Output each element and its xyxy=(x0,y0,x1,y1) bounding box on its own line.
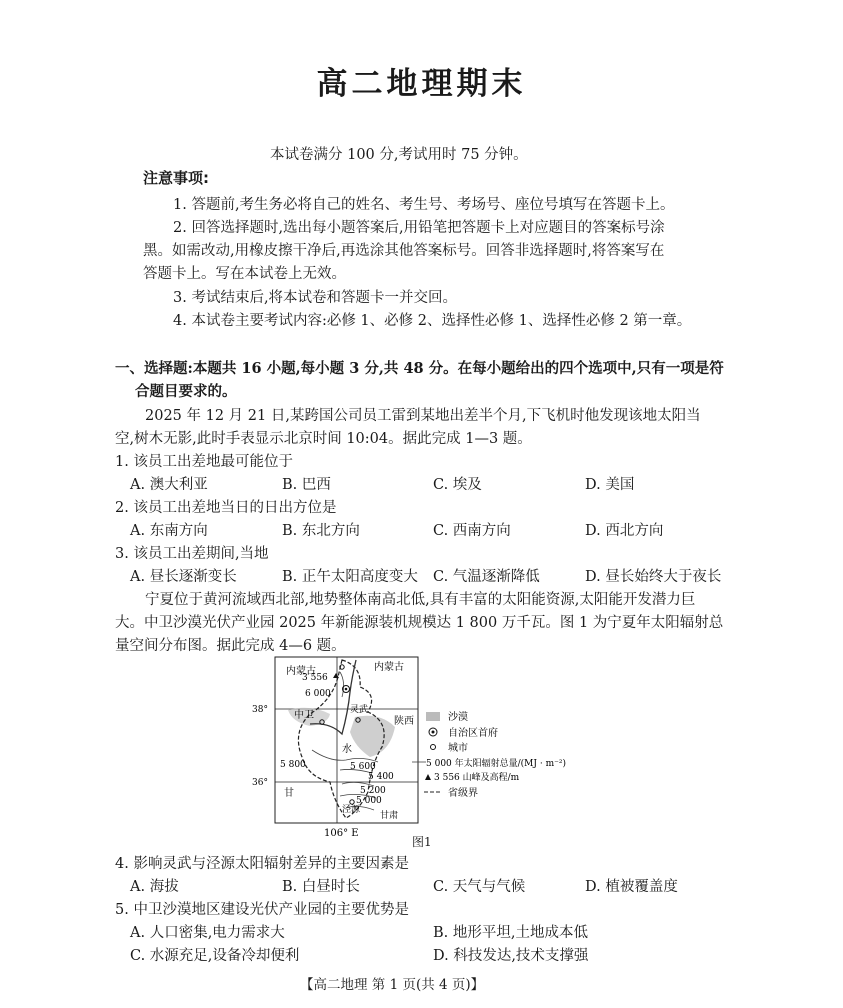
passage-line: 量空间分布图。据此完成 4—6 题。 xyxy=(115,638,346,654)
option-d: D. 西北方向 xyxy=(585,523,664,539)
legend-isoline: 5 000 年太阳辐射总量/(MJ · m⁻²) xyxy=(426,759,566,769)
isoline-6000 xyxy=(340,672,344,697)
label-zhongwei: 中卫 xyxy=(294,710,314,721)
page-title: 高二地理期末 xyxy=(316,66,527,102)
passage-line: 大。中卫沙漠光伏产业园 2025 年新能源装机规模达 1 800 万千瓦。图 1 为宁夏年太阳辐射总 xyxy=(115,615,724,631)
label-iso-5600: 5 600 xyxy=(350,762,376,772)
note-line: 3. 考试结束后,将本试卷和答题卡一并交回。 xyxy=(173,290,458,306)
option-a: A. 海拔 xyxy=(130,879,179,895)
label-gansu-e: 甘肃 xyxy=(380,811,399,821)
option-d: D. 植被覆盖度 xyxy=(585,879,678,895)
option-d: D. 昼长始终大于夜长 xyxy=(585,569,722,585)
section-heading: 一、选择题:本题共 16 小题,每小题 3 分,共 48 分。在每小题给出的四个选项中,只有一项是符 xyxy=(115,360,724,377)
label-lon-106: 106° E xyxy=(324,828,359,839)
label-jingyuan: 泾源 xyxy=(342,805,361,815)
option-b: B. 东北方向 xyxy=(282,523,360,539)
legend-peak-symbol xyxy=(425,774,431,780)
passage-line: 宁夏位于黄河流域西北部,地势整体南高北低,具有丰富的太阳能资源,太阳能开发潜力巨 xyxy=(145,592,696,608)
option-a: A. 昼长逐渐变长 xyxy=(130,569,237,585)
question-stem: 2. 该员工出差地当日的日出方位是 xyxy=(115,500,337,516)
option-a: A. 东南方向 xyxy=(130,523,208,539)
legend-desert: 沙漠 xyxy=(448,712,468,723)
label-iso-5800: 5 800 xyxy=(280,760,306,770)
option-c: C. 埃及 xyxy=(433,477,482,493)
page-footer: 【高二地理 第 1 页(共 4 页)】 xyxy=(300,977,485,993)
solar-radiation-map xyxy=(250,652,580,847)
option-c: C. 水源充足,设备冷却便利 xyxy=(130,948,300,964)
label-iso-5000: 5 000 xyxy=(356,796,382,806)
legend-desert-swatch xyxy=(426,712,440,721)
legend-city-symbol xyxy=(431,745,436,750)
label-peak: 3 556 xyxy=(302,673,328,683)
city-symbol xyxy=(350,800,354,804)
passage-line: 空,树木无影,此时手表显示北京时间 10:04。据此完成 1—3 题。 xyxy=(115,431,532,447)
option-b: B. 地形平坦,土地成本低 xyxy=(433,925,588,941)
question-stem: 3. 该员工出差期间,当地 xyxy=(115,546,269,562)
question-stem: 4. 影响灵武与泾源太阳辐射差异的主要因素是 xyxy=(115,856,409,872)
section-heading-cont: 合题目要求的。 xyxy=(135,383,237,400)
option-c: C. 气温逐渐降低 xyxy=(433,569,540,585)
question-stem: 1. 该员工出差地最可能位于 xyxy=(115,454,293,470)
option-a: A. 澳大利亚 xyxy=(130,477,208,493)
label-iso-6000: 6 000 xyxy=(305,689,331,699)
note-line: 1. 答题前,考生务必将自己的姓名、考生号、考场号、座位号填写在答题卡上。 xyxy=(173,197,675,213)
label-lingwu: 灵武 xyxy=(350,705,369,715)
option-c: C. 天气与气候 xyxy=(433,879,526,895)
label-gansu-w: 甘 xyxy=(284,788,294,799)
question-stem: 5. 中卫沙漠地区建设光伏产业园的主要优势是 xyxy=(115,902,409,918)
label-iso-5200: 5 200 xyxy=(360,786,386,796)
legend-boundary: 省级界 xyxy=(448,788,478,799)
label-inner-mongolia-e: 内蒙古 xyxy=(374,662,404,673)
option-d: D. 科技发达,技术支撑强 xyxy=(433,948,589,964)
label-inner-mongolia-w: 内蒙古 xyxy=(286,666,316,677)
label-lat-38: 38° xyxy=(252,705,268,715)
option-b: B. 正午太阳高度变大 xyxy=(282,569,418,585)
map-frame xyxy=(275,657,418,823)
note-line: 答题卡上。写在本试卷上无效。 xyxy=(143,266,346,282)
label-lat-36: 36° xyxy=(252,778,268,788)
option-b: B. 白昼时长 xyxy=(282,879,360,895)
label-iso-5400: 5 400 xyxy=(368,772,394,782)
option-c: C. 西南方向 xyxy=(433,523,511,539)
label-river: 水 xyxy=(342,744,352,755)
figure-caption: 图1 xyxy=(412,835,432,849)
peak-symbol xyxy=(333,673,339,678)
option-b: B. 巴西 xyxy=(282,477,331,493)
option-d: D. 美国 xyxy=(585,477,635,493)
exam-info: 本试卷满分 100 分,考试用时 75 分钟。 xyxy=(270,147,528,163)
label-shaanxi: 陕西 xyxy=(394,716,414,727)
legend-city: 城市 xyxy=(448,743,468,754)
legend-peak: 3 556 山峰及高程/m xyxy=(434,773,520,783)
capital-symbol-dot xyxy=(345,688,348,691)
notes-heading: 注意事项: xyxy=(143,169,209,187)
note-line: 黑。如需改动,用橡皮擦干净后,再选涂其他答案标号。回答非选择题时,将答案写在 xyxy=(143,243,665,259)
passage-line: 2025 年 12 月 21 日,某跨国公司员工雷到某地出差半个月,下飞机时他发现该地太阳当 xyxy=(145,408,701,424)
option-a: A. 人口密集,电力需求大 xyxy=(130,925,285,941)
legend-capital: 自治区首府 xyxy=(448,728,498,739)
note-line: 2. 回答选择题时,选出每小题答案后,用铅笔把答题卡上对应题目的答案标号涂 xyxy=(173,220,665,236)
note-line: 4. 本试卷主要考试内容:必修 1、必修 2、选择性必修 1、选择性必修 2 第一章。 xyxy=(173,313,692,329)
